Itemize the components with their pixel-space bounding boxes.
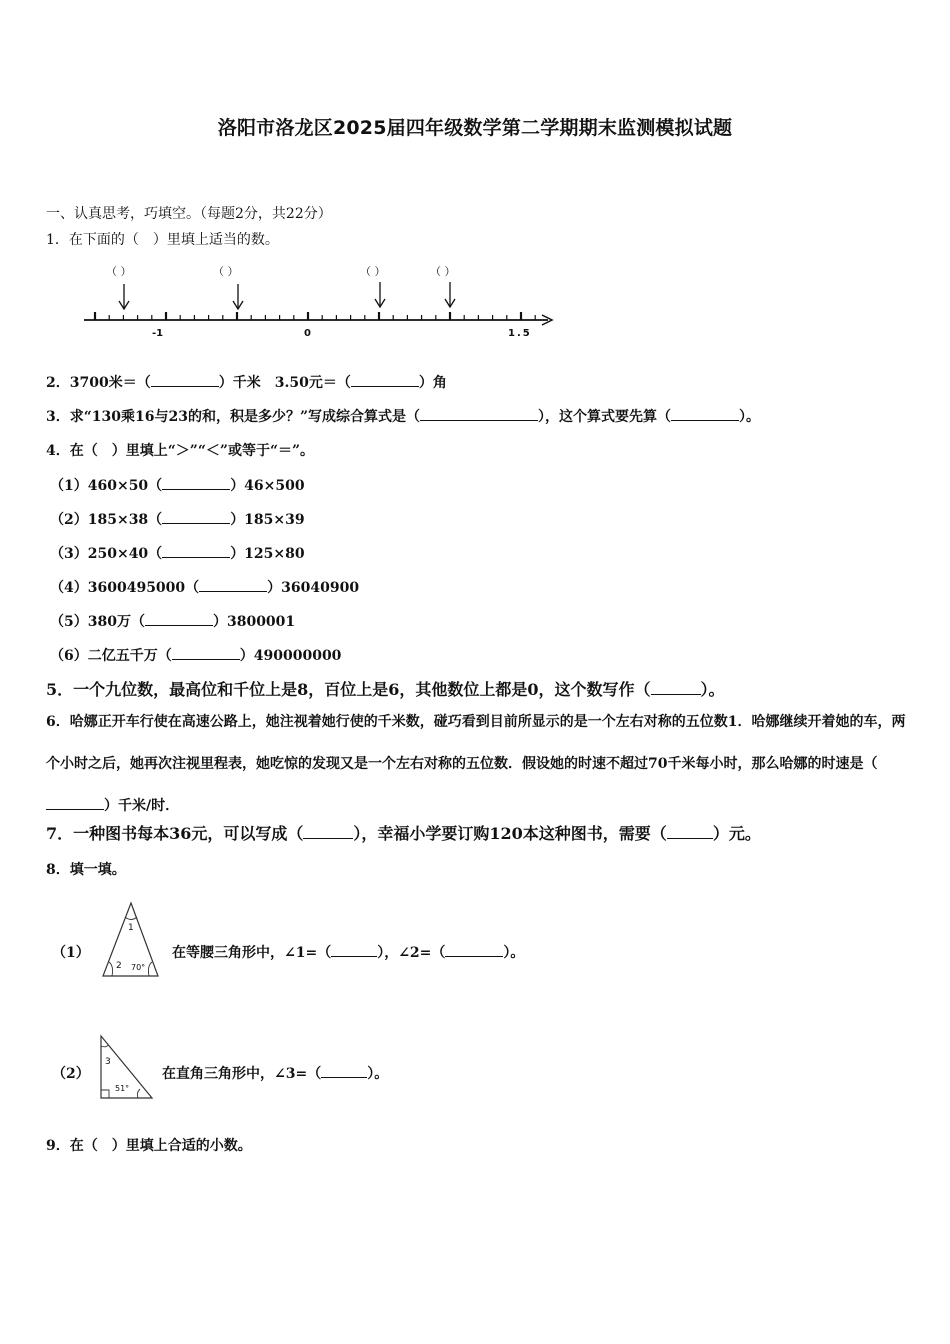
- section-heading: 一、认真思考，巧填空。（每题2分，共22分）: [46, 206, 332, 222]
- answer-blank[interactable]: [172, 647, 240, 660]
- q4-item-2: （2）185×38（ ）185×39: [50, 512, 305, 528]
- axis-ticks: [95, 312, 535, 320]
- answer-blank[interactable]: [651, 682, 701, 695]
- pointer-arrows: [119, 282, 455, 309]
- answer-blank[interactable]: [420, 408, 538, 421]
- q8-part-2-label: （2）: [52, 1066, 90, 1082]
- number-line-figure: [80, 258, 560, 344]
- blank-paren-4: （ ）: [430, 265, 456, 278]
- blank-paren-2: （ ）: [213, 265, 239, 278]
- answer-blank[interactable]: [145, 613, 213, 626]
- question-5: 5．一个九位数，最高位和千位上是8，百位上是6，其他数位上都是0，这个数写作（ ）。: [46, 680, 725, 699]
- answer-blank[interactable]: [321, 1065, 367, 1078]
- question-4: 4．在（ ）里填上“＞”“＜”或等于“＝”。: [46, 443, 315, 459]
- question-8: 8．填一填。: [46, 862, 126, 878]
- right-triangle-figure: [98, 1034, 156, 1102]
- angle-51-label: 51°: [115, 1084, 130, 1093]
- page-title: 洛阳市洛龙区2025届四年级数学第二学期期末监测模拟试题: [217, 117, 733, 139]
- answer-blank[interactable]: [671, 408, 739, 421]
- q4-item-6: （6）二亿五千万（ ）490000000: [50, 648, 342, 664]
- angle-70-label: 70°: [131, 963, 146, 972]
- blank-paren-1: （ ）: [106, 265, 132, 278]
- label-one-point-five: 1.5: [508, 328, 532, 339]
- label-neg-one: -1: [152, 328, 164, 339]
- question-1: 1．在下面的（ ）里填上适当的数。: [46, 232, 279, 248]
- answer-blank[interactable]: [351, 374, 419, 387]
- q8-part-2-text: 在直角三角形中，∠3=（ ）。: [162, 1066, 389, 1082]
- answer-blank[interactable]: [162, 511, 230, 524]
- blank-paren-3: （ ）: [360, 265, 386, 278]
- q8-part-1-label: （1）: [52, 945, 90, 961]
- q8-part-1-text: 在等腰三角形中，∠1=（ ），∠2=（ ）。: [172, 945, 525, 961]
- answer-blank[interactable]: [445, 944, 503, 957]
- question-3: 3．求“130乘16与23的和，积是多少？”写成综合算式是（ ），这个算式要先算（ ）。: [46, 409, 761, 425]
- angle-2-label: 2: [116, 961, 122, 971]
- angle-1-label: 1: [128, 923, 134, 933]
- q4-item-3: （3）250×40（ ）125×80: [50, 546, 305, 562]
- angle-3-label: 3: [105, 1057, 111, 1067]
- answer-blank[interactable]: [46, 797, 104, 810]
- q4-item-5: （5）380万（ ）3800001: [50, 614, 296, 630]
- label-zero: 0: [304, 328, 311, 339]
- answer-blank[interactable]: [162, 545, 230, 558]
- answer-blank[interactable]: [151, 374, 219, 387]
- q4-item-4: （4）3600495000（ ）36040900: [50, 580, 360, 596]
- question-9: 9．在（ ）里填上合适的小数。: [46, 1138, 252, 1154]
- question-7: 7．一种图书每本36元，可以写成（ ），幸福小学要订购120本这种图书，需要（ ）元。: [46, 824, 761, 843]
- answer-blank[interactable]: [162, 477, 230, 490]
- answer-blank[interactable]: [331, 944, 377, 957]
- answer-blank[interactable]: [303, 826, 353, 839]
- answer-blank[interactable]: [667, 826, 713, 839]
- isosceles-triangle-figure: [100, 900, 162, 980]
- question-2: 2．3700米＝（ ）千米 3.50元＝（ ）角: [46, 375, 447, 391]
- q4-item-1: （1）460×50（ ）46×500: [50, 478, 305, 494]
- answer-blank[interactable]: [199, 579, 267, 592]
- question-6: 6．哈娜正开车行使在高速公路上，她注视着她行使的千米数，碰巧看到目前所显示的是一个左右对称的五位数1．哈娜继续开着她的车，两个小时之后，她再次注视里程表，她吃惊的发现又是一个左右对称的五位数．假设她的时速不超过70千米每小时，那么哈娜的时速是（）千米/时．: [46, 714, 906, 814]
